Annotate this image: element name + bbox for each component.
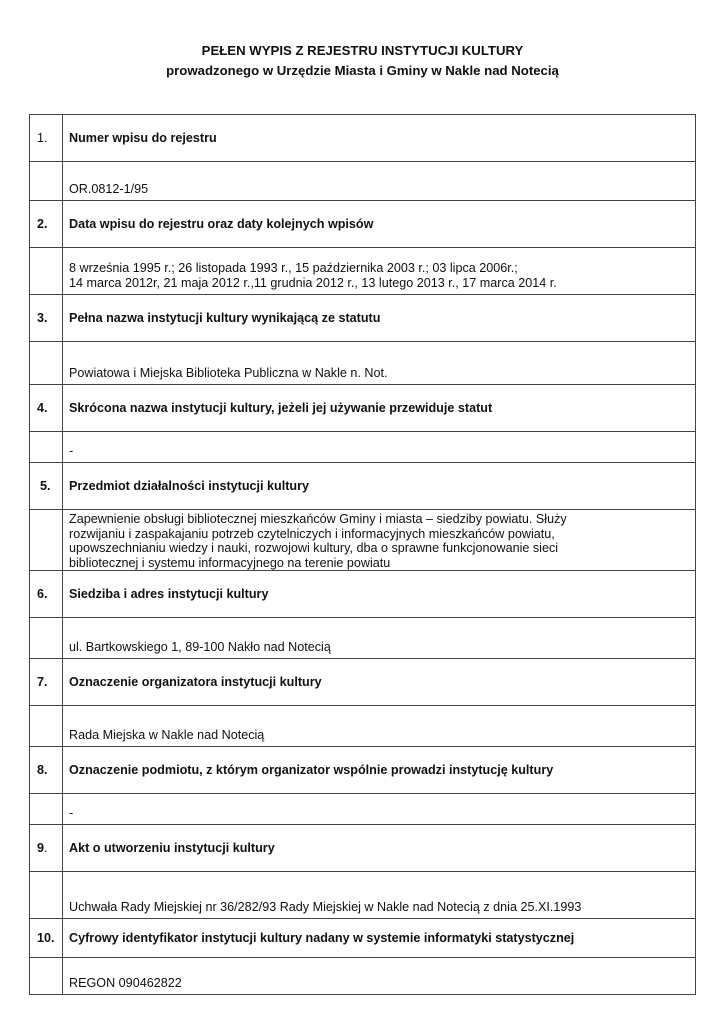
full-name-value: Powiatowa i Miejska Biblioteka Publiczna w Nakle n. Not.: [63, 342, 696, 385]
document-title: PEŁEN WYPIS Z REJESTRU INSTYTUCJI KULTURY: [201, 43, 524, 58]
section-6-heading-row: [30, 571, 696, 618]
section-3-value-row: [30, 342, 696, 385]
registry-number-value: OR.0812-1/95: [63, 162, 696, 201]
short-name-value: -: [63, 432, 696, 463]
co-organizer-value: -: [63, 794, 696, 825]
section-number: 2.: [30, 201, 63, 248]
activity-scope-line: upowszechnianiu wiedzy i nauki, rozwojowi kultury, dba o sprawne funkcjonowanie sieci: [69, 541, 559, 555]
registry-table: [29, 114, 696, 995]
section-heading: Oznaczenie organizatora instytucji kultury: [63, 659, 696, 706]
section-2-heading-row: [30, 201, 696, 248]
section-9-heading-row: [30, 825, 696, 872]
section-number: 3.: [30, 295, 63, 342]
section-7-heading-row: [30, 659, 696, 706]
section-4-heading-row: [30, 385, 696, 432]
section-5-heading-row: [30, 463, 696, 510]
section-number: 8.: [30, 747, 63, 794]
section-number: 6.: [30, 571, 63, 618]
section-1-value-row: [30, 162, 696, 201]
section-10-heading-row: [30, 919, 696, 958]
section-3-heading-row: [30, 295, 696, 342]
section-number: 4.: [30, 385, 63, 432]
entry-dates-value: [63, 248, 696, 295]
section-7-value-row: [30, 706, 696, 747]
section-heading: Numer wpisu do rejestru: [63, 115, 696, 162]
section-heading: Pełna nazwa instytucji kultury wynikającą ze statutu: [63, 295, 696, 342]
section-10-value-row: [30, 958, 696, 995]
document-subtitle: prowadzonego w Urzędzie Miasta i Gminy w Nakle nad Notecią: [166, 63, 559, 78]
founding-act-value: Uchwała Rady Miejskiej nr 36/282/93 Rady Miejskiej w Nakle nad Notecią z dnia 25.XI.1993: [63, 872, 696, 919]
organizer-value: Rada Miejska w Nakle nad Notecią: [63, 706, 696, 747]
regon-value: REGON 090462822: [63, 958, 696, 995]
activity-scope-line: Zapewnienie obsługi bibliotecznej mieszkańców Gminy i miasta – siedziby powiatu. Służy: [69, 512, 567, 526]
section-4-value-row: [30, 432, 696, 463]
address-value: ul. Bartkowskiego 1, 89-100 Nakło nad Notecią: [63, 618, 696, 659]
section-8-heading-row: [30, 747, 696, 794]
section-number: 7.: [30, 659, 63, 706]
section-2-value-row: [30, 248, 696, 295]
section-number: 5.: [30, 463, 63, 510]
section-heading: Data wpisu do rejestru oraz daty kolejnych wpisów: [63, 201, 696, 248]
section-heading: Skrócona nazwa instytucji kultury, jeżeli jej używanie przewiduje statut: [63, 385, 696, 432]
activity-scope-line: rozwijaniu i zaspakajaniu potrzeb czytelniczych i informacyjnych mieszkańców powiatu,: [69, 526, 555, 541]
section-heading: Cyfrowy identyfikator instytucji kultury nadany w systemie informatyki statystycznej: [63, 919, 696, 958]
section-number: 1.: [30, 115, 63, 162]
section-heading: Siedziba i adres instytucji kultury: [63, 571, 696, 618]
section-9-value-row: [30, 872, 696, 919]
section-5-value-row: [30, 510, 696, 571]
activity-scope-line: bibliotecznej i systemu informacyjnego na terenie powiatu: [69, 555, 391, 570]
entry-dates-line: 14 marca 2012r, 21 maja 2012 r.,11 grudnia 2012 r., 13 lutego 2013 r., 17 marca 2014 r.: [69, 275, 557, 290]
section-1-heading-row: [30, 115, 696, 162]
section-heading: Przedmiot działalności instytucji kultury: [63, 463, 696, 510]
section-6-value-row: [30, 618, 696, 659]
entry-dates-line: 8 września 1995 r.; 26 listopada 1993 r., 15 października 2003 r.; 03 lipca 2006r.;: [69, 261, 518, 275]
section-8-value-row: [30, 794, 696, 825]
activity-scope-value: [63, 510, 696, 571]
section-heading: Oznaczenie podmiotu, z którym organizator wspólnie prowadzi instytucję kultury: [63, 747, 696, 794]
section-number: 9.: [30, 825, 63, 872]
section-number: 10.: [30, 919, 63, 958]
section-heading: Akt o utworzeniu instytucji kultury: [63, 825, 696, 872]
